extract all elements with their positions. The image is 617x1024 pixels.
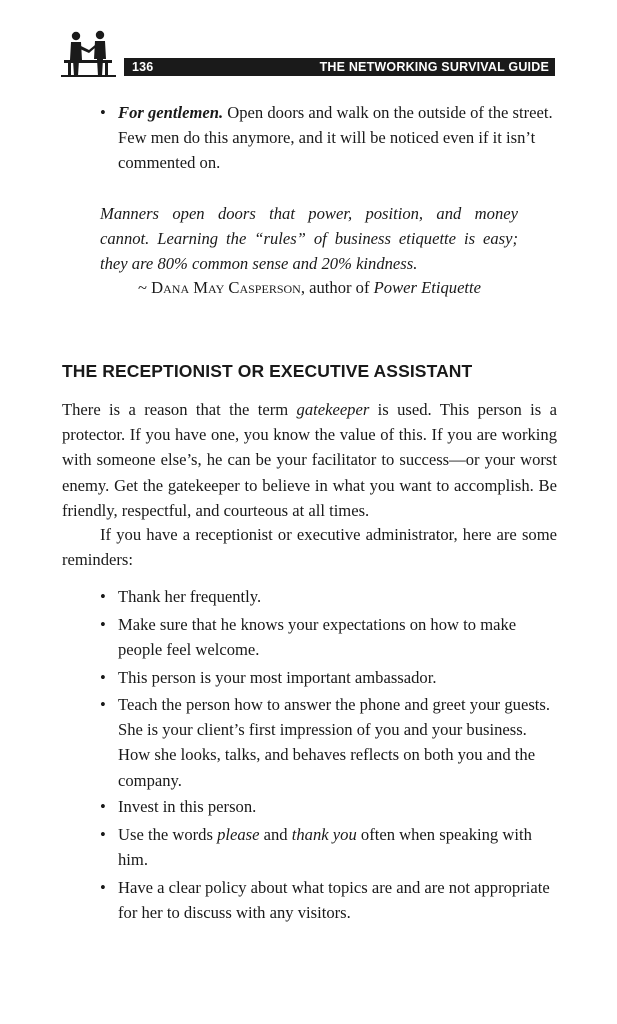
quote-attribution (138, 275, 538, 300)
running-title: THE NETWORKING SURVIVAL GUIDE (319, 60, 549, 74)
bullet-mark: • (100, 825, 106, 844)
emphasized-word: please (217, 825, 260, 844)
list-item-body: often when speaking with him. (118, 825, 532, 870)
list-item-text: Have a clear policy about what topics are and are not appropriate for her to discuss with any visitors. (118, 878, 550, 923)
attribution-prefix: ~ (138, 278, 152, 297)
list-item (100, 665, 560, 690)
quote-line: Manners open doors that power, position, and money (100, 204, 518, 223)
lead-phrase: For gentlemen. (118, 103, 224, 122)
bullet-mark: • (100, 615, 106, 634)
list-item-body: Open doors and walk on the outside of the street. Few men do this anymore, and it will be noticed even if it isn’t commented on. (118, 103, 553, 173)
section-heading: THE RECEPTIONIST OR EXECUTIVE ASSISTANT (62, 361, 473, 381)
list-item (100, 822, 560, 872)
bullet-mark: • (100, 695, 106, 714)
page-number: 136 (132, 60, 154, 74)
running-header (60, 28, 557, 80)
header-bar (124, 58, 555, 76)
bullet-mark: • (100, 668, 106, 687)
list-item-text: Make sure that he knows your expectations on how to make people feel welcome. (118, 615, 517, 660)
list-item-text: Invest in this person. (118, 797, 257, 816)
bullet-mark: • (100, 878, 106, 897)
list-item-text: Teach the person how to answer the phone and greet your guests. She is your client’s first impression of you and your business. How she looks, talks, and behaves reflects on both you and the company. (118, 695, 550, 790)
list-item-text (118, 822, 560, 872)
quote-line: they are 80% common sense and 20% kindness. (100, 254, 418, 274)
list-item (100, 584, 560, 609)
list-item (100, 875, 560, 925)
list-item-text (118, 100, 560, 176)
bullet-mark: • (100, 587, 106, 606)
emphasized-word: thank you (291, 825, 357, 844)
paragraph (62, 397, 557, 523)
pull-quote (100, 201, 518, 277)
list-item (100, 692, 560, 793)
bullet-mark: • (100, 103, 106, 122)
list-item-body: and (259, 825, 292, 844)
list-item (100, 100, 560, 176)
bullet-mark: • (100, 797, 106, 816)
list-item (100, 794, 560, 819)
paragraph: If you have a receptionist or executive administrator, here are some reminders: (62, 525, 557, 570)
paragraph-text: There is a reason that the term (62, 400, 297, 419)
quote-line: cannot. Learning the “rules” of business etiquette is easy; (100, 229, 518, 249)
author-name: Dana May Casperson (151, 278, 301, 297)
handshake-icon (60, 28, 116, 78)
list-item (100, 612, 560, 662)
list-item-text: This person is your most important ambassador. (118, 668, 437, 687)
paragraph-text: is used. This person is a protector. If you have one, you know the value of this. If you are working with someone else’s, he can be your facilitator to success—or your worst enemy. Get the gatekeeper to believe in what you want to accomplish. Be friendly, respectful, and courteous at all times. (62, 400, 557, 520)
book-title: Power Etiquette (373, 278, 482, 297)
emphasized-term: gatekeeper (296, 400, 370, 419)
attribution-text: , author of (300, 278, 374, 297)
list-item-body: Use the words (118, 825, 218, 844)
list-item-text: Thank her frequently. (118, 587, 262, 606)
